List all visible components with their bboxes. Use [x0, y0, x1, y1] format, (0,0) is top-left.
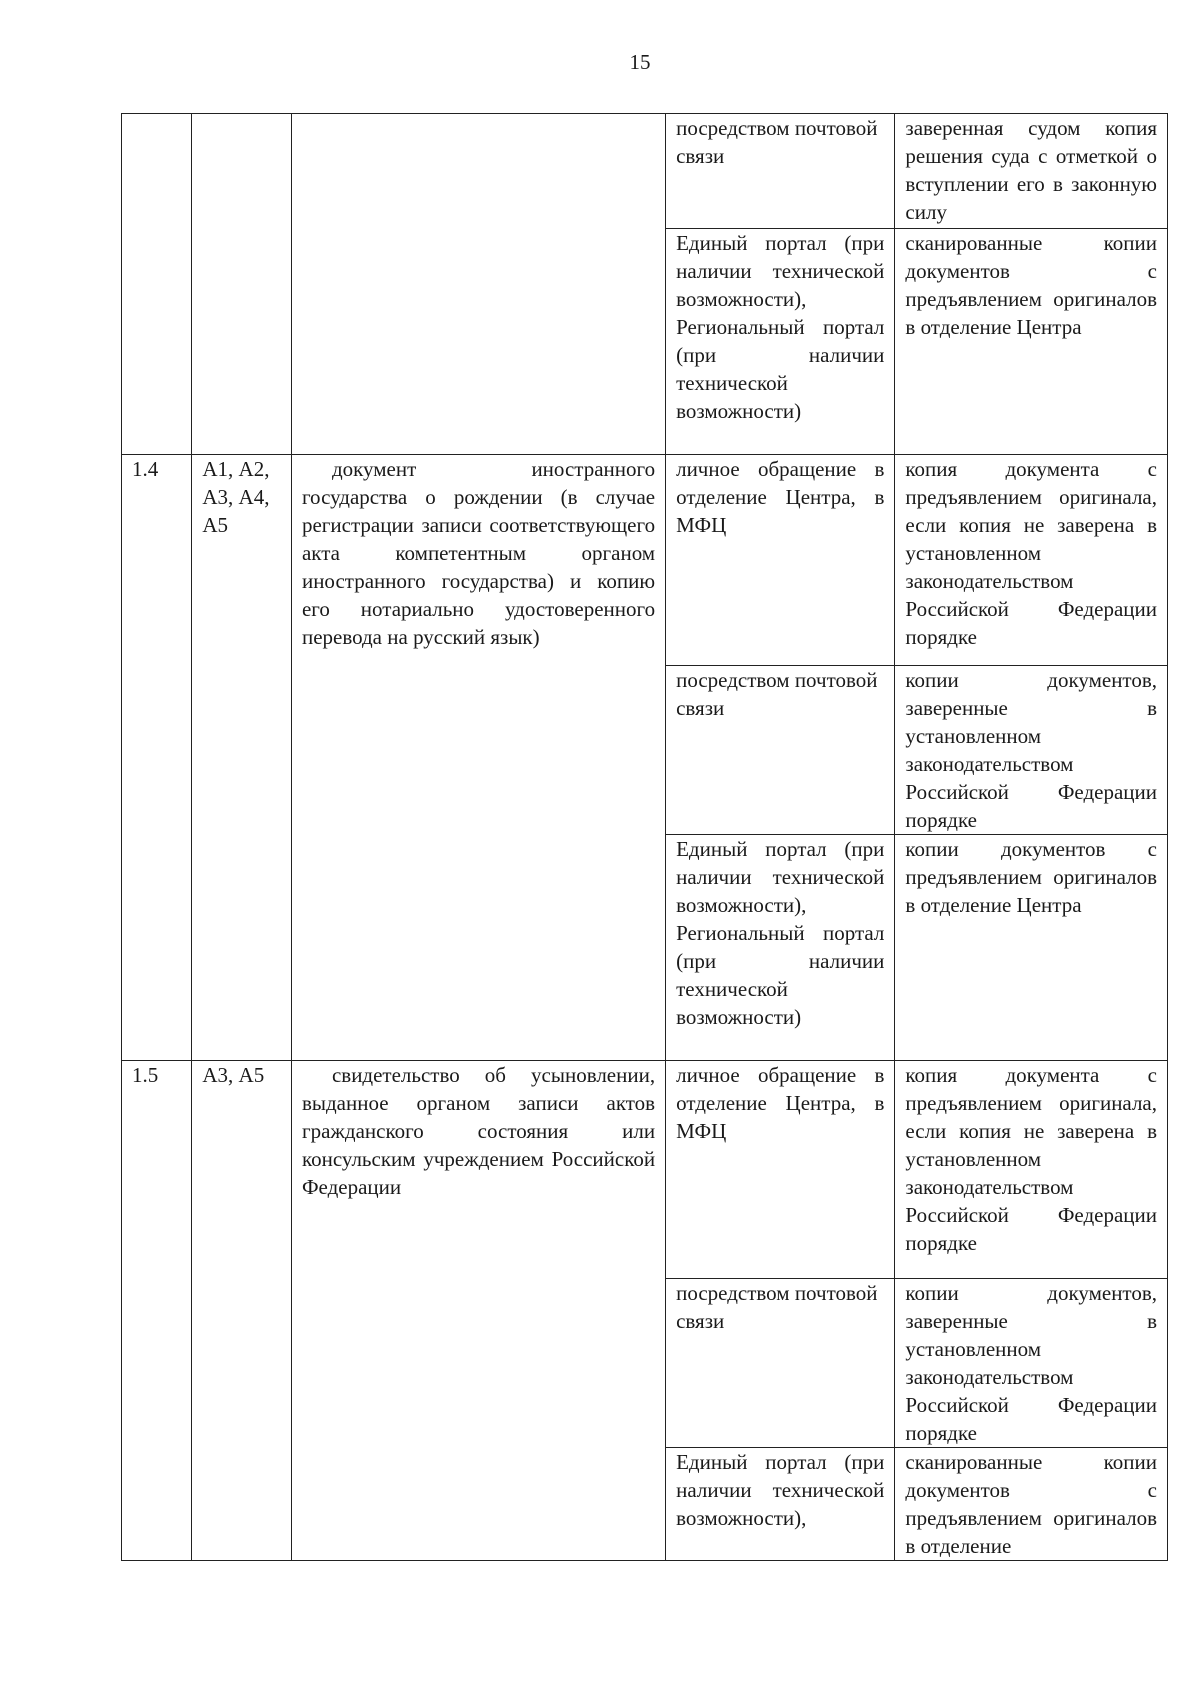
applicant-categories: А1, А2, А3, А4, А5: [192, 455, 292, 1061]
submission-method-cell: посредством почтовой связи: [666, 114, 895, 229]
document-form-cell: сканированные копии документов с предъявлением оригиналов в отделение Центра: [895, 229, 1168, 455]
document-form-cell: копия документа с предъявлением оригинала, если копия не заверена в установленном законодательством Российской Федерации порядке: [895, 1061, 1168, 1279]
document-form-cell: копии документов, заверенные в установленном законодательством Российской Федерации порядке: [895, 666, 1168, 835]
document-name: свидетельство об усыновлении, выданное органом записи актов гражданского состояния или консульским учреждением Российской Федерации: [291, 1061, 665, 1561]
submission-method-cell: личное обращение в отделение Центра, в МФЦ: [666, 455, 895, 666]
page-number: 15: [629, 50, 651, 74]
document-form-cell: заверенная судом копия решения суда с отметкой о вступлении его в законную силу: [895, 114, 1168, 229]
document-form-cell: копии документов с предъявлением оригиналов в отделение Центра: [895, 835, 1168, 1061]
applicants-cell-empty: [192, 114, 292, 455]
submission-method-cell: личное обращение в отделение Центра, в МФЦ: [666, 1061, 895, 1279]
submission-method-cell: посредством почтовой связи: [666, 666, 895, 835]
table-row: [122, 114, 1168, 229]
row-number: 1.4: [122, 455, 192, 1061]
submission-method-cell: Единый портал (при наличии технической возможности),: [666, 1448, 895, 1561]
applicant-categories: А3, А5: [192, 1061, 292, 1561]
row-number: 1.5: [122, 1061, 192, 1561]
submission-method-cell: Единый портал (при наличии технической возможности), Региональный портал (при наличии технической возможности): [666, 835, 895, 1061]
documents-table: [121, 113, 1168, 1561]
submission-method-cell: посредством почтовой связи: [666, 1279, 895, 1448]
table-row: [122, 455, 1168, 666]
document-form-cell: сканированные копии документов с предъявлением оригиналов в отделение: [895, 1448, 1168, 1561]
table-row: [122, 1061, 1168, 1279]
document-cell-empty: [291, 114, 665, 455]
document-form-cell: копии документов, заверенные в установленном законодательством Российской Федерации порядке: [895, 1279, 1168, 1448]
document-name: документ иностранного государства о рождении (в случае регистрации записи соответствующего акта компетентным органом иностранного государства) и копию его нотариально удостоверенного перевода на русский язык): [291, 455, 665, 1061]
document-form-cell: копия документа с предъявлением оригинала, если копия не заверена в установленном законодательством Российской Федерации порядке: [895, 455, 1168, 666]
number-cell-empty: [122, 114, 192, 455]
submission-method-cell: Единый портал (при наличии технической возможности), Региональный портал (при наличии технической возможности): [666, 229, 895, 455]
